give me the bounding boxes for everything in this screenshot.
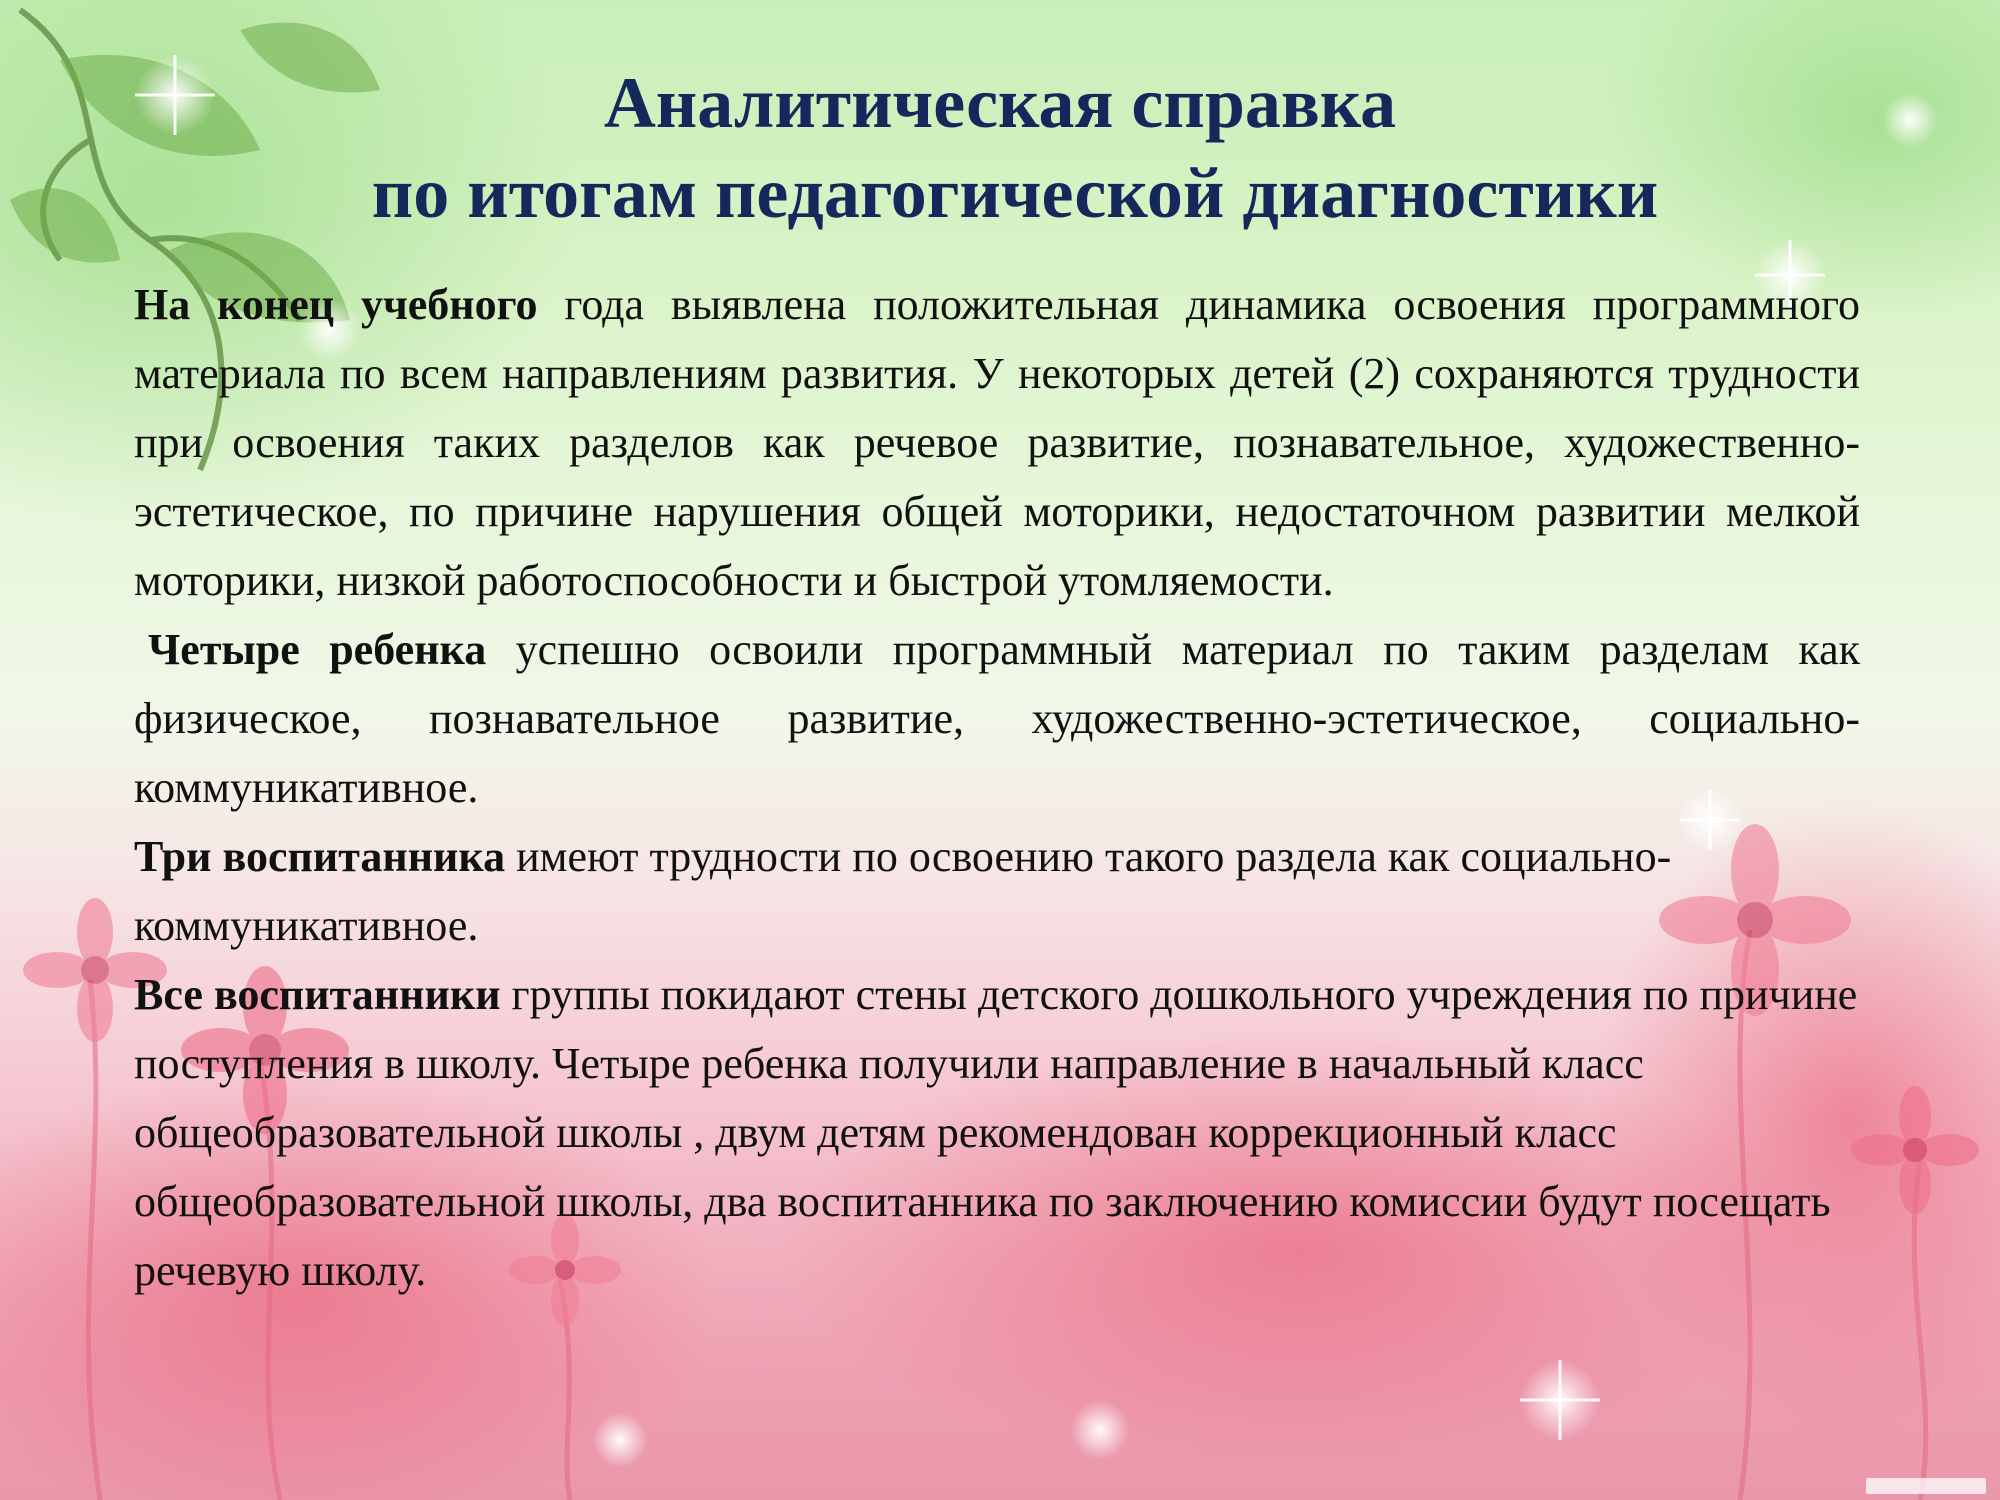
paragraph-all-pupils [134, 960, 1860, 1305]
title-line-1: Аналитическая справка [603, 63, 1397, 143]
paragraph-lead: Три воспитанника [134, 832, 506, 881]
paragraph-dynamics [134, 270, 1860, 615]
slide-body [134, 270, 1860, 1305]
watermark-logo [1866, 1478, 1986, 1494]
paragraph-four-children [134, 615, 1860, 822]
paragraph-text: года выявлена положительная динамика освоения программного материала по всем направлениям развития. У некоторых детей (2) сохраняются трудности при освоения таких разделов как речевое развитие, познавательное, художественно-эстетическое, по причине нарушения общей моторики, недостаточном развитии мелкой моторики, низкой работоспособности и быстрой утомляемости. [134, 280, 1860, 605]
paragraph-lead: Все воспитанники [134, 970, 501, 1019]
paragraph-text: имеют трудности по освоению такого раздела как социально-коммуникативное. [134, 832, 1672, 950]
title-line-2: по итогам педагогической диагностики [371, 153, 1659, 233]
paragraph-three-pupils [134, 822, 1860, 960]
slide-title [0, 58, 2000, 238]
paragraph-text: группы покидают стены детского дошкольного учреждения по причине поступления в школу. Четыре ребенка получили направление в начальный класс общеобразовательной школы , двум детям рекомендован коррекционный класс общеобразовательной школы, два воспитанника по заключению комиссии будут посещать речевую школу. [134, 970, 1858, 1295]
paragraph-lead: Четыре ребенка [148, 625, 487, 674]
paragraph-lead: На конец учебного [134, 280, 538, 329]
paragraph-text: успешно освоили программный материал по таким разделам как физическое, познавательное развитие, художественно-эстетическое, социально-коммуникативное. [134, 625, 1860, 812]
